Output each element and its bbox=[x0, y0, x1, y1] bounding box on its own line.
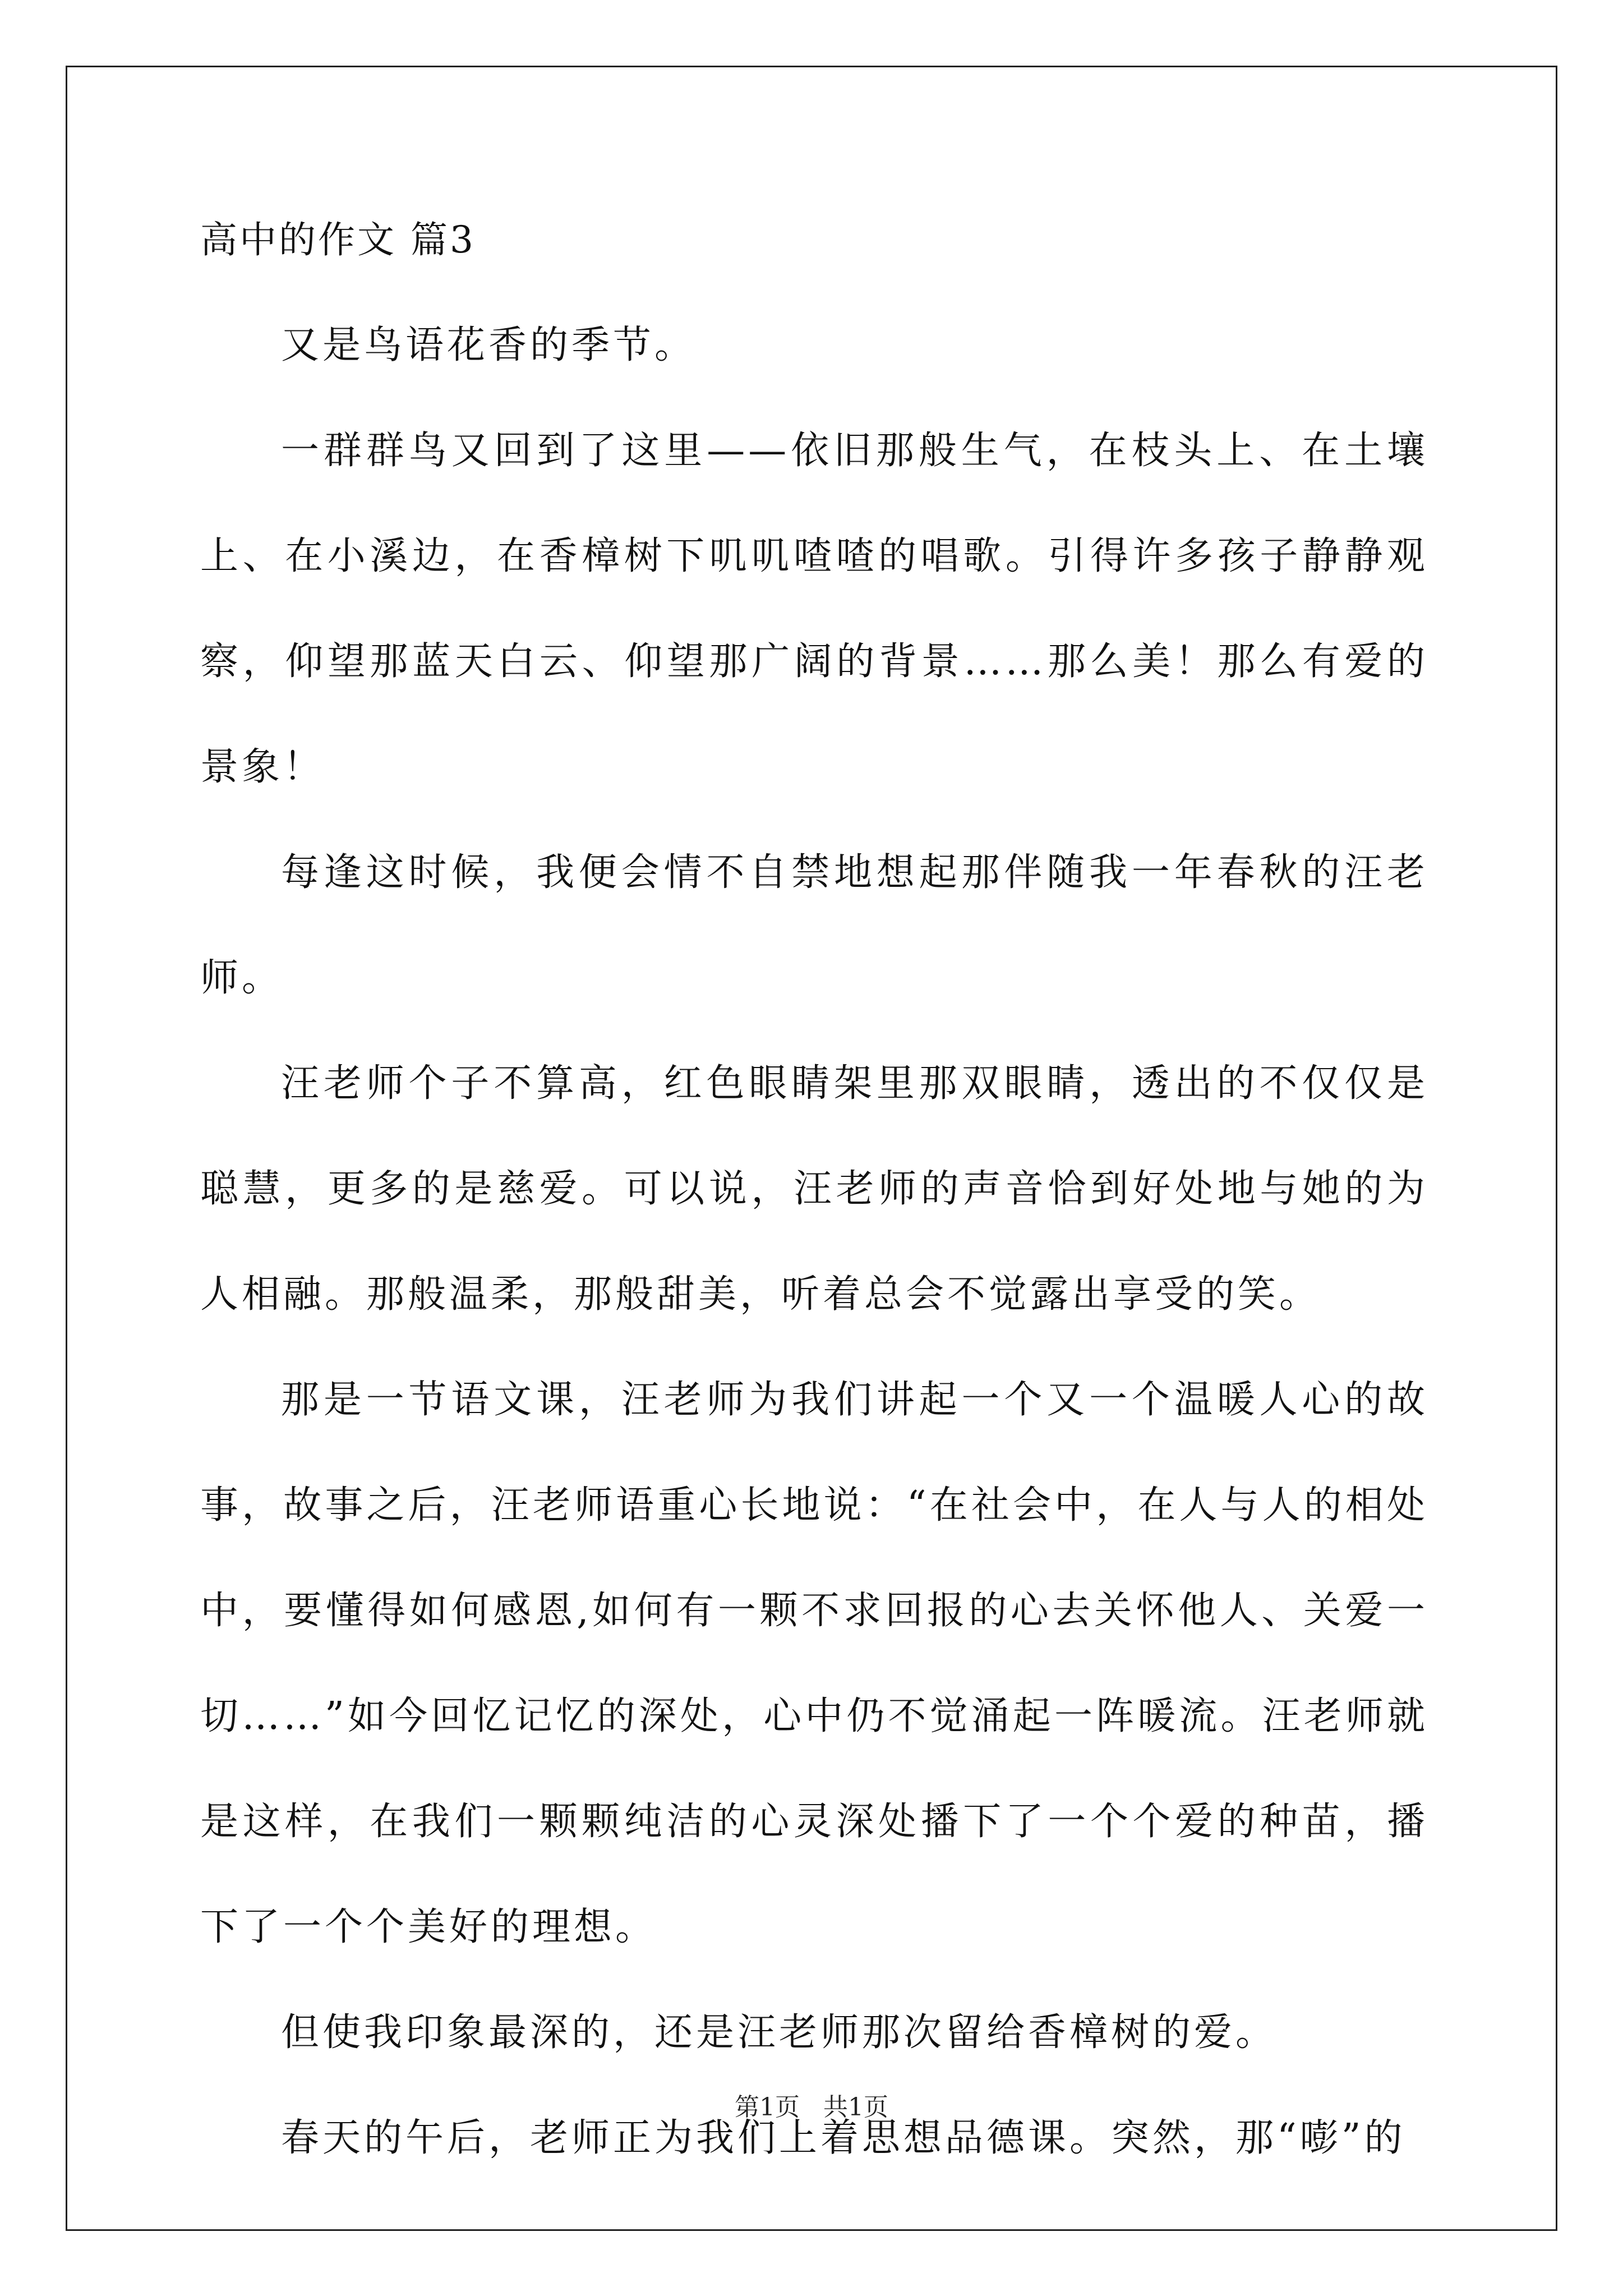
paragraph-1: 又是鸟语花香的季节。 bbox=[281, 323, 697, 367]
paragraph-6: 但使我印象最深的，还是汪老师那次留给香樟树的爱。 bbox=[281, 2010, 1278, 2055]
paragraph-2: 一群群鸟又回到了这里——依旧那般生气，在枝头上、在土壤上、在小溪边，在香樟树下叽叽喳喳的唱歌。引得许多孩子静静观察，仰望那蓝天白云、仰望那广阔的背景……那么美！那么有爱的景象！ bbox=[200, 429, 1428, 789]
paragraph-4: 汪老师个子不算高，红色眼睛架里那双眼睛，透出的不仅仅是聪慧，更多的是慈爱。可以说，汪老师的声音恰到好处地与她的为人相融。那般温柔，那般甜美，听着总会不觉露出享受的笑。 bbox=[200, 1061, 1428, 1317]
page-footer: 第1页 共1页 bbox=[735, 2093, 888, 2122]
document-body bbox=[200, 219, 1428, 2191]
essay-title: 高中的作文 篇3 bbox=[200, 218, 476, 261]
paragraph-7: 春天的午后，老师正为我们上着思想品德课。突然，那“嘭”的 bbox=[281, 2116, 1406, 2160]
paragraph-3: 每逢这时候，我便会情不自禁地想起那伴随我一年春秋的汪老师。 bbox=[200, 850, 1428, 1000]
paragraph-5: 那是一节语文课，汪老师为我们讲起一个又一个温暖人心的故事，故事之后，汪老师语重心长地说：“在社会中，在人与人的相处中，要懂得如何感恩,如何有一颗不求回报的心去关怀他人、关爱一切……”如今回忆记忆的深处，心中仍不觉涌起一阵暖流。汪老师就是这样，在我们一颗颗纯洁的心灵深处播下了一个个爱的种苗，播下了一个个美好的理想。 bbox=[200, 1378, 1428, 1949]
